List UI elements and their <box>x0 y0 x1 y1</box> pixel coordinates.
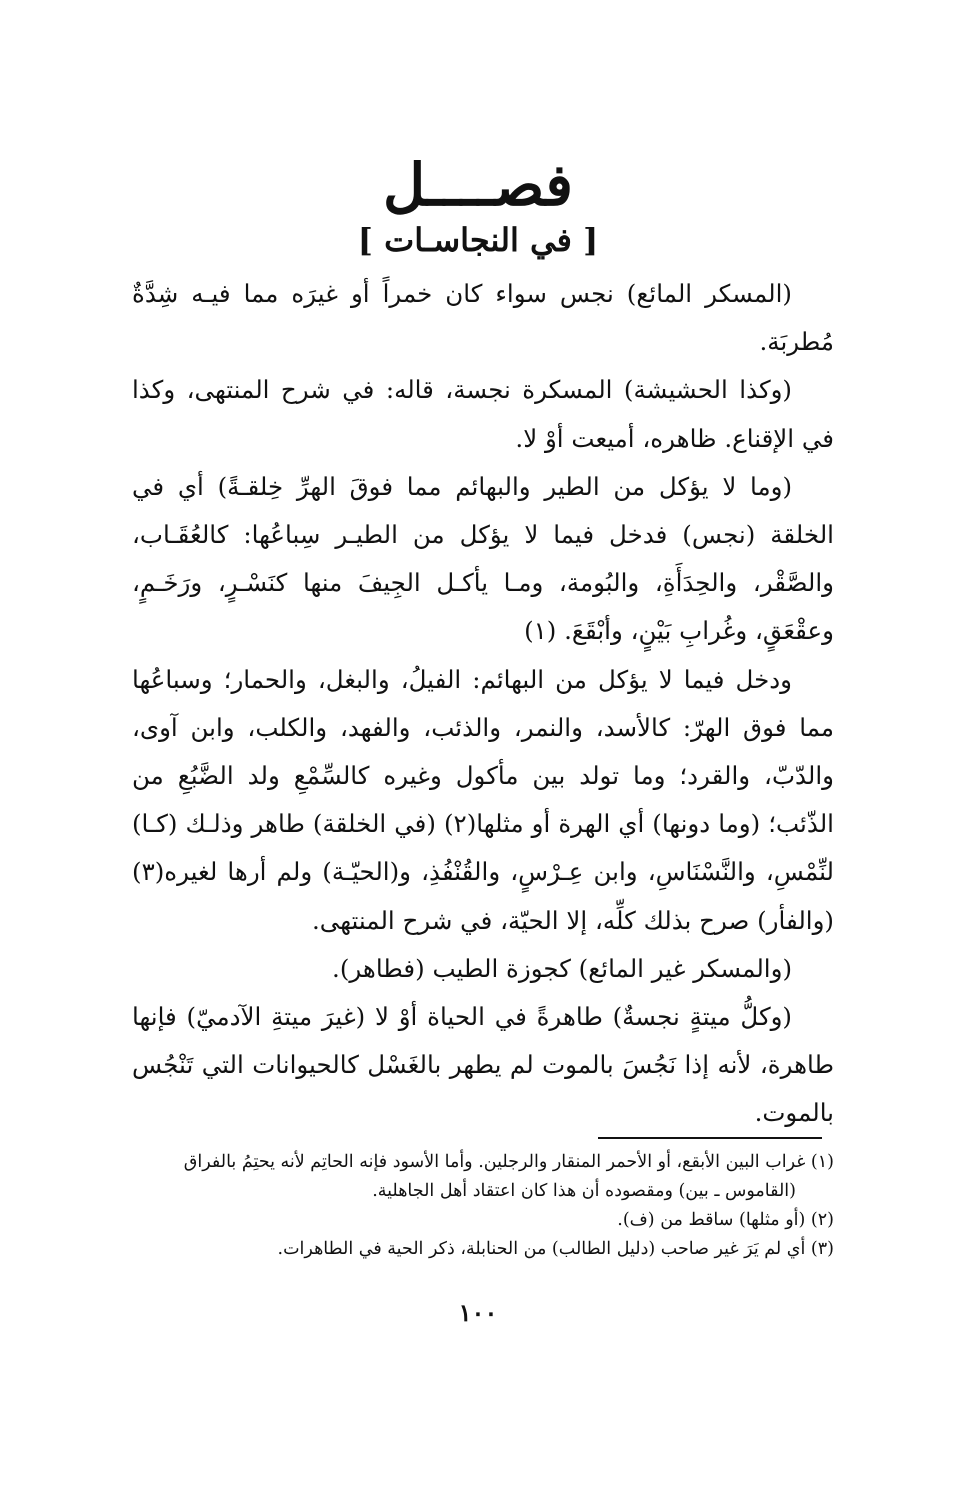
footnote: (١) غراب البين الأبقع، أو الأحمر المنقار والرجلين. وأما الأسود فإنه الحاتِم لأنه يحتِمُ بالفراق <box>183 1152 834 1172</box>
section-subheading: [ في النجاسـات ] <box>357 221 599 259</box>
body-text <box>132 270 834 1138</box>
footnote: (٣) أي لم يَرَ غير صاحب (دليل الطالب) من الحنابلة، ذكر الحية في الطاهرات. <box>277 1239 834 1259</box>
paragraph: (والمسكر غير المائع) كجوزة الطيب (فطاهر). <box>332 953 792 983</box>
paragraph: ودخل فيما لا يؤكل من البهائم: الفيلُ، والبغل، والحمار؛ وسباعُها مما فوق الهرّ: كالأسد، والنمر، والذئب، والفهد، والكلب، وابن آوى، والدّبّ، والقرد؛ وما تولد بين مأكول وغيره كالسِّمْعِ ولد الضَّبُعِ من الذّئب؛ (وما دونها) أي الهرة أو مثلها(٢) (في الخلقة) طاهر وذلـك (كـا) لنِّمْسِ، والنَّسْنَاسِ، وابن عِـرْسٍ، والقُنْفُذِ، و(الحيّـة) ولم أرها لغيره(٣) (والفأر) صرح بذلك كلِّه، إلا الحيّة، في شرح المنتهى. <box>132 664 834 935</box>
paragraph: (وما لا يؤكل من الطير والبهائم مما فوقَ الهرِّ خِلقـةً) أي في الخلقة (نجس) فدخل فيما لا يؤكل من الطيـر سِباعُها: كالعُقَـاب، والصَّقْر، والحِدَأَةِ، والبُومة، ومـا يأكـل الجِيفَ منها كنَسْـرٍ، ورَخَـمٍ، وعقْعَقٍ، وغُرابِ بَيْنٍ، وأبْقَعَ. (١) <box>132 471 834 646</box>
paragraph: (وكذا الحشيشة) المسكرة نجسة، قاله: في شرح المنتهى، وكذا في الإقناع. ظاهره، أميعت أوْ لا. <box>132 375 834 453</box>
paragraph: (وكلُّ ميتةٍ نجسةٌ) طاهرةً في الحياة أوْ لا (غيرَ ميتةِ الآدميّ) فإنها طاهرة، لأنه إذا نَجُسَ بالموت لم يطهر بالغَسْل كالحيوانات التي تَنْجُس بالموت. <box>132 1002 834 1128</box>
footnote-continuation: (القاموس ـ بين) ومقصوده أن هذا كان اعتقاد أهل الجاهلية. <box>372 1181 796 1201</box>
footnotes <box>132 1148 834 1264</box>
paragraph: (المسكر المائع) نجس سواء كان خمراً أو غيرَه مما فيـه شِدَّةٌ مُطربَة. <box>132 279 834 357</box>
page-number: ١٠٠ <box>458 1298 498 1327</box>
section-heading: فصــــل <box>383 151 573 219</box>
footnote-separator <box>598 1137 822 1139</box>
footnote: (٢) (أو مثلها) ساقط من (ف). <box>617 1210 834 1230</box>
